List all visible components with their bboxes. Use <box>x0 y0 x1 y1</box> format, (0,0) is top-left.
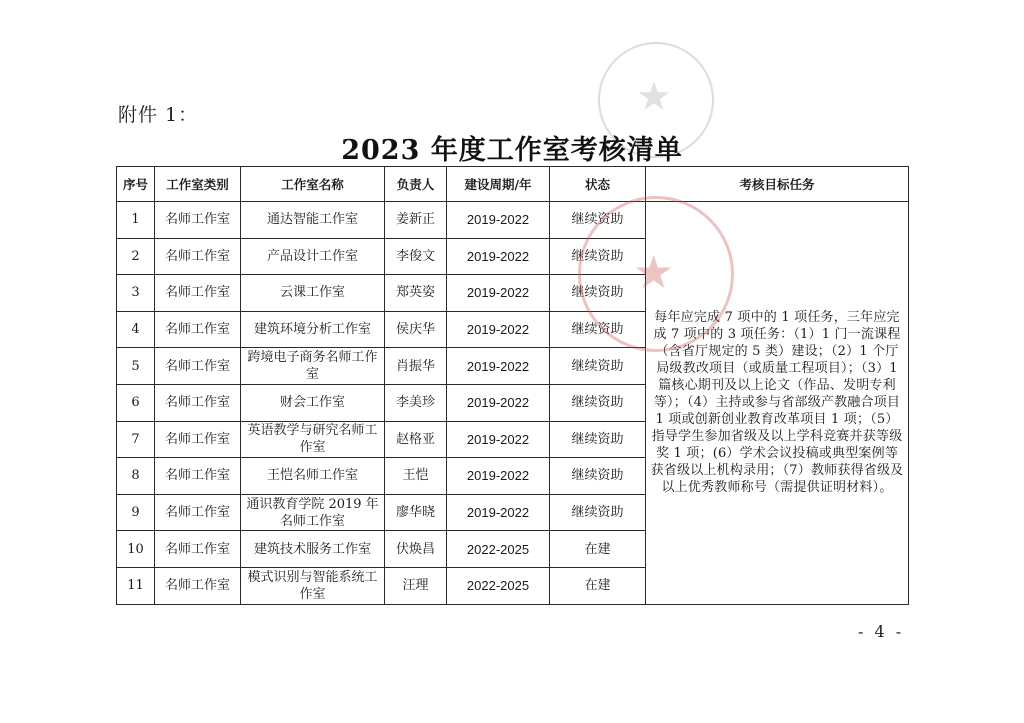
cell-no: 7 <box>117 421 155 458</box>
cell-leader: 汪理 <box>385 567 447 604</box>
cell-no: 3 <box>117 275 155 312</box>
cell-name: 建筑技术服务工作室 <box>241 531 385 568</box>
cell-category: 名师工作室 <box>155 275 241 312</box>
cell-leader: 廖华晓 <box>385 494 447 531</box>
cell-period: 2019-2022 <box>447 238 550 275</box>
cell-name: 英语教学与研究名师工作室 <box>241 421 385 458</box>
cell-category: 名师工作室 <box>155 458 241 495</box>
cell-category: 名师工作室 <box>155 348 241 385</box>
cell-category: 名师工作室 <box>155 421 241 458</box>
header-leader: 负责人 <box>385 167 447 202</box>
cell-no: 11 <box>117 567 155 604</box>
cell-name: 模式识别与智能系统工作室 <box>241 567 385 604</box>
cell-period: 2019-2022 <box>447 311 550 348</box>
cell-period: 2019-2022 <box>447 202 550 239</box>
cell-leader: 李俊文 <box>385 238 447 275</box>
cell-leader: 王恺 <box>385 458 447 495</box>
cell-name: 跨境电子商务名师工作室 <box>241 348 385 385</box>
cell-name: 建筑环境分析工作室 <box>241 311 385 348</box>
cell-no: 10 <box>117 531 155 568</box>
cell-leader: 姜新正 <box>385 202 447 239</box>
cell-leader: 侯庆华 <box>385 311 447 348</box>
cell-status: 继续资助 <box>550 421 646 458</box>
cell-period: 2019-2022 <box>447 348 550 385</box>
cell-period: 2019-2022 <box>447 494 550 531</box>
header-period: 建设周期/年 <box>447 167 550 202</box>
table-row <box>117 202 909 239</box>
cell-period: 2019-2022 <box>447 275 550 312</box>
cell-name: 云课工作室 <box>241 275 385 312</box>
cell-name: 财会工作室 <box>241 384 385 421</box>
cell-name: 王恺名师工作室 <box>241 458 385 495</box>
cell-period: 2019-2022 <box>447 384 550 421</box>
header-status: 状态 <box>550 167 646 202</box>
cell-name: 通达智能工作室 <box>241 202 385 239</box>
cell-name: 通识教育学院 2019 年名师工作室 <box>241 494 385 531</box>
cell-status: 继续资助 <box>550 202 646 239</box>
cell-period: 2022-2025 <box>447 567 550 604</box>
header-tasks: 考核目标任务 <box>646 167 909 202</box>
header-no: 序号 <box>117 167 155 202</box>
cell-name: 产品设计工作室 <box>241 238 385 275</box>
cell-category: 名师工作室 <box>155 202 241 239</box>
cell-category: 名师工作室 <box>155 238 241 275</box>
cell-status: 继续资助 <box>550 348 646 385</box>
cell-period: 2019-2022 <box>447 421 550 458</box>
header-category: 工作室类别 <box>155 167 241 202</box>
cell-no: 6 <box>117 384 155 421</box>
cell-status: 继续资助 <box>550 384 646 421</box>
cell-status: 继续资助 <box>550 275 646 312</box>
cell-period: 2022-2025 <box>447 531 550 568</box>
cell-leader: 李美珍 <box>385 384 447 421</box>
cell-no: 2 <box>117 238 155 275</box>
cell-status: 继续资助 <box>550 458 646 495</box>
page-title: 2023 年度工作室考核清单 <box>341 135 683 166</box>
star-icon: ★ <box>636 74 672 120</box>
star-icon: ★ <box>633 245 675 299</box>
cell-status: 继续资助 <box>550 311 646 348</box>
cell-status: 在建 <box>550 531 646 568</box>
cell-leader: 肖振华 <box>385 348 447 385</box>
cell-leader: 郑英姿 <box>385 275 447 312</box>
attachment-label: 附件 1： <box>118 104 199 126</box>
table-header-row <box>117 167 909 202</box>
cell-status: 在建 <box>550 567 646 604</box>
cell-no: 8 <box>117 458 155 495</box>
cell-no: 5 <box>117 348 155 385</box>
assessment-table <box>116 166 909 605</box>
cell-category: 名师工作室 <box>155 531 241 568</box>
cell-category: 名师工作室 <box>155 567 241 604</box>
cell-status: 继续资助 <box>550 494 646 531</box>
cell-category: 名师工作室 <box>155 311 241 348</box>
page-number: - 4 - <box>858 622 905 641</box>
cell-no: 1 <box>117 202 155 239</box>
cell-tasks: 每年应完成 7 项中的 1 项任务，三年应完成 7 项中的 3 项任务：（1）1 门一流课程（含省厅规定的 5 类）建设；（2）1 个厅局级教改项目（或质量工程项目）；（3）1 篇核心期刊及以上论文（作品、发明专利等）；（4）主持或参与省部级产教融合项目 1 项或创新创业教育改革项目 1 项；（5）指导学生参加省级及以上学科竞赛并获等级奖 1 项；(6）学术会议投稿或典型案例等获省级以上机构录用；（7）教师获得省级及以上优秀教师称号（需提供证明材料）。 <box>646 202 909 605</box>
cell-no: 9 <box>117 494 155 531</box>
cell-no: 4 <box>117 311 155 348</box>
cell-leader: 赵格亚 <box>385 421 447 458</box>
cell-category: 名师工作室 <box>155 494 241 531</box>
cell-leader: 伏焕昌 <box>385 531 447 568</box>
header-name: 工作室名称 <box>241 167 385 202</box>
cell-status: 继续资助 <box>550 238 646 275</box>
cell-category: 名师工作室 <box>155 384 241 421</box>
cell-period: 2019-2022 <box>447 458 550 495</box>
